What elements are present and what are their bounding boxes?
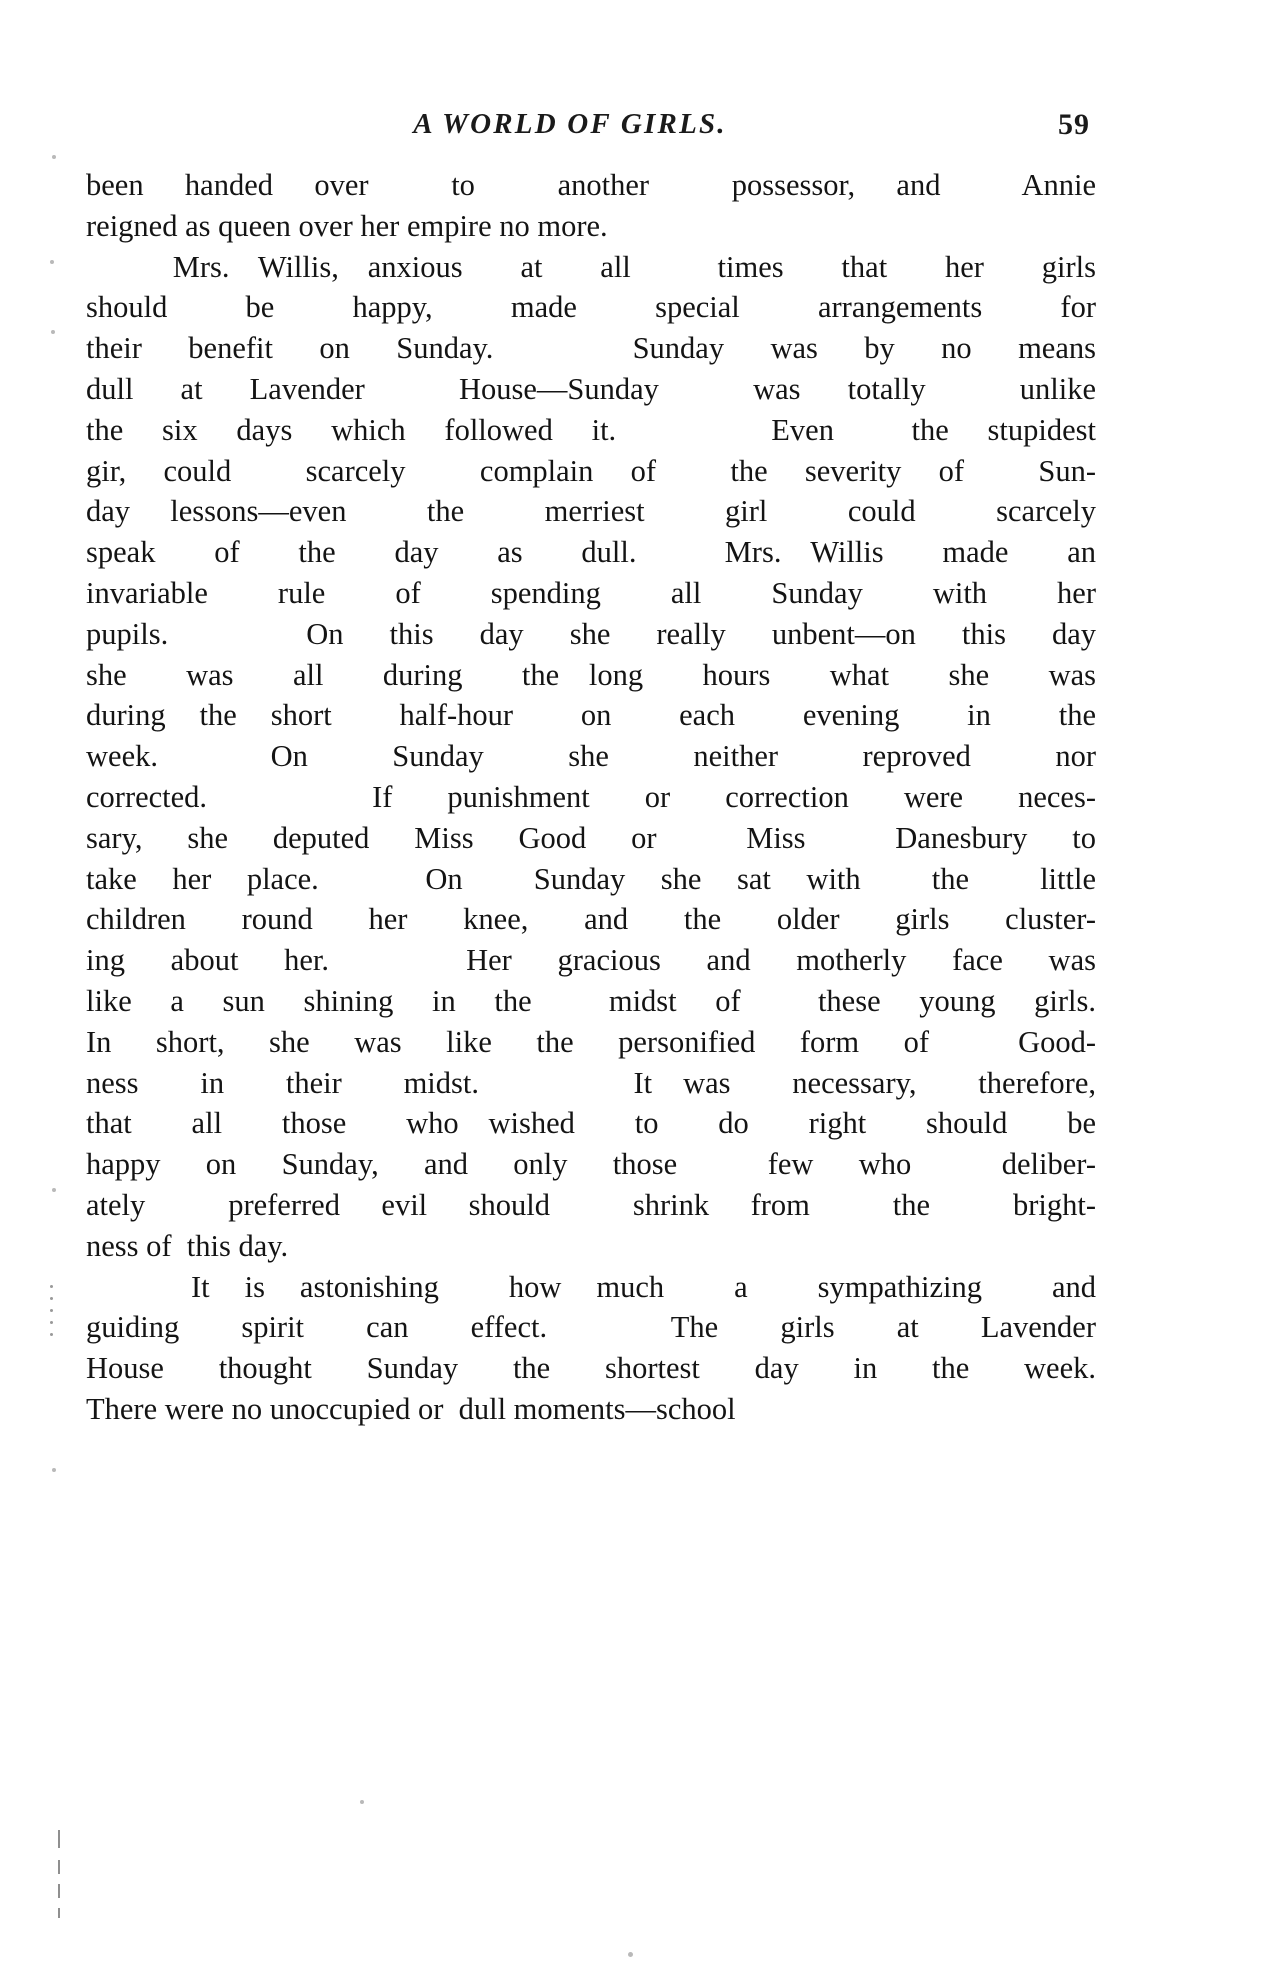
- text-line: children round her knee, and the older girls cluster-: [86, 902, 1096, 937]
- text-line: during the short half-hour on each evening in the: [86, 698, 1096, 733]
- text-line: It is astonishing how much a sympathizing and: [86, 1269, 1096, 1304]
- text-line: been handed over to another possessor, and Annie: [86, 168, 1096, 202]
- paragraph-3: [86, 1267, 1096, 1430]
- text-line: gir, could scarcely complain of the severity of Sun-: [86, 453, 1096, 488]
- page-header: [100, 108, 1100, 148]
- text-line: ately preferred evil should shrink from the bright-: [86, 1187, 1096, 1222]
- running-head: A WORLD OF GIRLS.: [413, 108, 727, 140]
- margin-speck: [52, 1468, 56, 1472]
- text-line: corrected. If punishment or correction were neces-: [86, 779, 1096, 814]
- text-line: week. On Sunday she neither reproved nor: [86, 739, 1096, 774]
- text-line: speak of the day as dull. Mrs. Willis made an: [86, 535, 1096, 570]
- text-line: dull at Lavender House—Sunday was totally unlike: [86, 371, 1096, 406]
- text-line: happy on Sunday, and only those few who deliber-: [86, 1147, 1096, 1182]
- page-number: 59: [1058, 108, 1090, 141]
- paragraph-1: [86, 165, 1096, 247]
- margin-speck: [52, 1188, 56, 1192]
- text-line: day lessons—even the merriest girl could scarcely: [86, 494, 1096, 529]
- text-line: ing about her. Her gracious and motherly face was: [86, 943, 1096, 978]
- text-line: that all those who wished to do right should be: [86, 1106, 1096, 1141]
- margin-speck: [52, 155, 56, 159]
- margin-speck: [51, 330, 55, 334]
- margin-speckles: [50, 1285, 54, 1345]
- margin-speck: [360, 1800, 364, 1804]
- text-line: ness in their midst. It was necessary, therefore,: [86, 1065, 1096, 1100]
- text-line: There were no unoccupied or dull moments—school: [86, 1391, 736, 1426]
- text-line: should be happy, made special arrangements for: [86, 290, 1096, 325]
- text-line: In short, she was like the personified form of Good-: [86, 1024, 1096, 1059]
- margin-speck: [50, 260, 54, 264]
- text-line: invariable rule of spending all Sunday with her: [86, 575, 1096, 610]
- text-line: their benefit on Sunday. Sunday was by no means: [86, 331, 1096, 366]
- text-line: like a sun shining in the midst of these young girls.: [86, 983, 1096, 1018]
- text-line: sary, she deputed Miss Good or Miss Danesbury to: [86, 820, 1096, 855]
- text-line: House thought Sunday the shortest day in the week.: [86, 1351, 1096, 1386]
- text-line: pupils. On this day she really unbent—on this day: [86, 616, 1096, 651]
- margin-speck: [628, 1952, 633, 1957]
- text-line: ness of this day.: [86, 1228, 289, 1263]
- text-line: guiding spirit can effect. The girls at Lavender: [86, 1310, 1096, 1345]
- page-body-text: [86, 165, 1096, 1430]
- text-line: she was all during the long hours what she was: [86, 657, 1096, 692]
- text-line: Mrs. Willis, anxious at all times that her girls: [86, 249, 1096, 284]
- text-line: take her place. On Sunday she sat with the little: [86, 861, 1096, 896]
- paragraph-2: [86, 247, 1096, 1267]
- text-line: the six days which followed it. Even the stupidest: [86, 412, 1096, 447]
- text-line: reigned as queen over her empire no more.: [86, 208, 608, 243]
